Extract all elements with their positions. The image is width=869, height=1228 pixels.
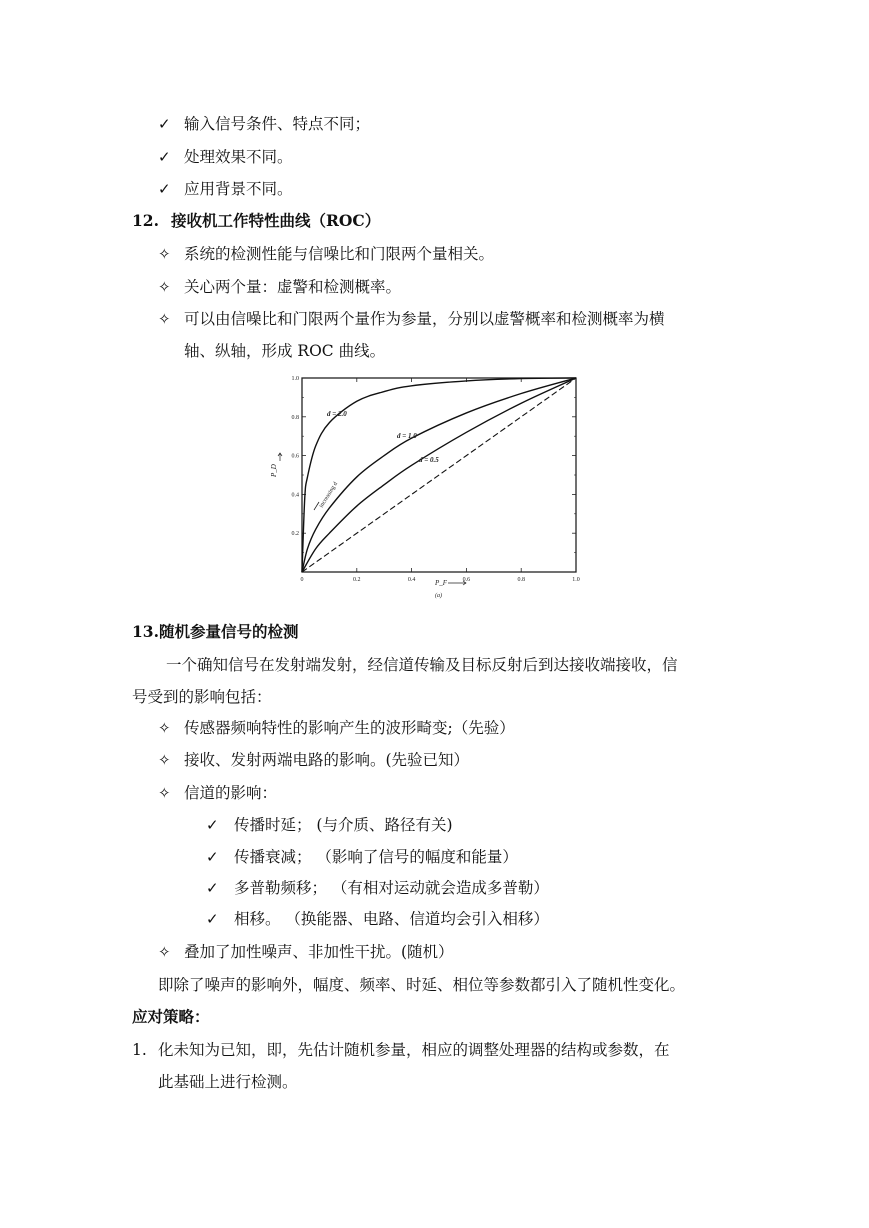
check-icon: ✓: [206, 910, 219, 928]
diamond-bullet-icon: ✧: [158, 943, 171, 961]
diamond-bullet-icon: ✧: [158, 310, 171, 328]
list-item: 应用背景不同。: [184, 180, 293, 198]
check-icon: ✓: [158, 180, 171, 198]
bullet-item: 叠加了加性噪声、非加性干扰。(随机）: [184, 943, 454, 961]
y-tick-label: 0.8: [291, 414, 299, 421]
y-axis-label: P_D: [270, 464, 278, 477]
strategy-title: 应对策略：: [132, 1007, 210, 1026]
arrow-icon: [278, 453, 282, 461]
check-icon: ✓: [206, 848, 219, 866]
section-number: 12.: [132, 211, 159, 230]
diamond-bullet-icon: ✧: [158, 245, 171, 263]
bullet-item: 信道的影响：: [184, 784, 278, 802]
diamond-bullet-icon: ✧: [158, 751, 171, 769]
curve-label: d = 0.5: [419, 456, 439, 464]
paragraph-line: 一个确知信号在发射端发射，经信道传输及目标反射后到达接收端接收，信: [166, 656, 678, 674]
y-tick-label: 0.6: [291, 453, 299, 460]
sub-item: 多普勒频移； （有相对运动就会造成多普勒）: [234, 879, 549, 897]
list-item: 输入信号条件、特点不同；: [184, 115, 371, 133]
x-tick-label: 0: [300, 577, 304, 583]
annotation-increasing-d: increasing d: [318, 481, 340, 510]
strategy-line: 化未知为已知，即，先估计随机参量，相应的调整处理器的结构或参数，在: [158, 1041, 670, 1059]
roc-chart: [262, 368, 592, 604]
curve-label: d = 2.0: [327, 410, 347, 418]
x-tick-label: 1.0: [572, 577, 580, 583]
check-icon: ✓: [206, 816, 219, 834]
strategy-number: 1.: [132, 1041, 147, 1059]
strategy-line: 此基础上进行检测。: [158, 1073, 298, 1091]
x-tick-label: 0.6: [462, 577, 471, 583]
figure-caption: (a): [435, 593, 442, 599]
bullet-item: 系统的检测性能与信噪比和门限两个量相关。: [184, 245, 495, 263]
diamond-bullet-icon: ✧: [158, 719, 171, 737]
list-item: 处理效果不同。: [184, 148, 293, 166]
arrow-icon: [448, 581, 466, 585]
bullet-item-continuation: 轴、纵轴，形成 ROC 曲线。: [184, 342, 386, 360]
x-tick-label: 0.8: [517, 577, 525, 583]
curve-label: d = 1.0: [397, 432, 417, 440]
x-axis-label: P_F: [435, 579, 448, 587]
check-icon: ✓: [206, 879, 219, 897]
sub-item: 传播时延； (与介质、路径有关): [234, 816, 453, 834]
section-title: 接收机工作特性曲线（ROC）: [171, 211, 381, 230]
y-tick-label: 0.4: [291, 492, 299, 499]
bullet-item: 关心两个量：虚警和检测概率。: [184, 278, 402, 296]
chance-diagonal-line: [302, 378, 576, 572]
sub-item: 相移。 （换能器、电路、信道均会引入相移）: [234, 910, 549, 928]
diamond-bullet-icon: ✧: [158, 278, 171, 296]
check-icon: ✓: [158, 148, 171, 166]
sub-item: 传播衰减； （影响了信号的幅度和能量）: [234, 848, 518, 866]
summary-line: 即除了噪声的影响外，幅度、频率、时延、相位等参数都引入了随机性变化。: [158, 976, 686, 994]
section-title: 13.随机参量信号的检测: [132, 622, 299, 641]
bullet-item: 接收、发射两端电路的影响。(先验已知）: [184, 751, 470, 769]
x-tick-label: 0.2: [353, 577, 361, 583]
paragraph-line: 号受到的影响包括：: [132, 688, 272, 706]
x-tick-label: 0.4: [407, 577, 416, 583]
check-icon: ✓: [158, 115, 171, 133]
diamond-bullet-icon: ✧: [158, 784, 171, 802]
bullet-item: 可以由信噪比和门限两个量作为参量，分别以虚警概率和检测概率为横: [184, 310, 665, 328]
y-tick-label: 1.0: [291, 376, 299, 382]
y-tick-label: 0.2: [291, 531, 299, 538]
bullet-item: 传感器频响特性的影响产生的波形畸变;（先验）: [184, 719, 515, 737]
